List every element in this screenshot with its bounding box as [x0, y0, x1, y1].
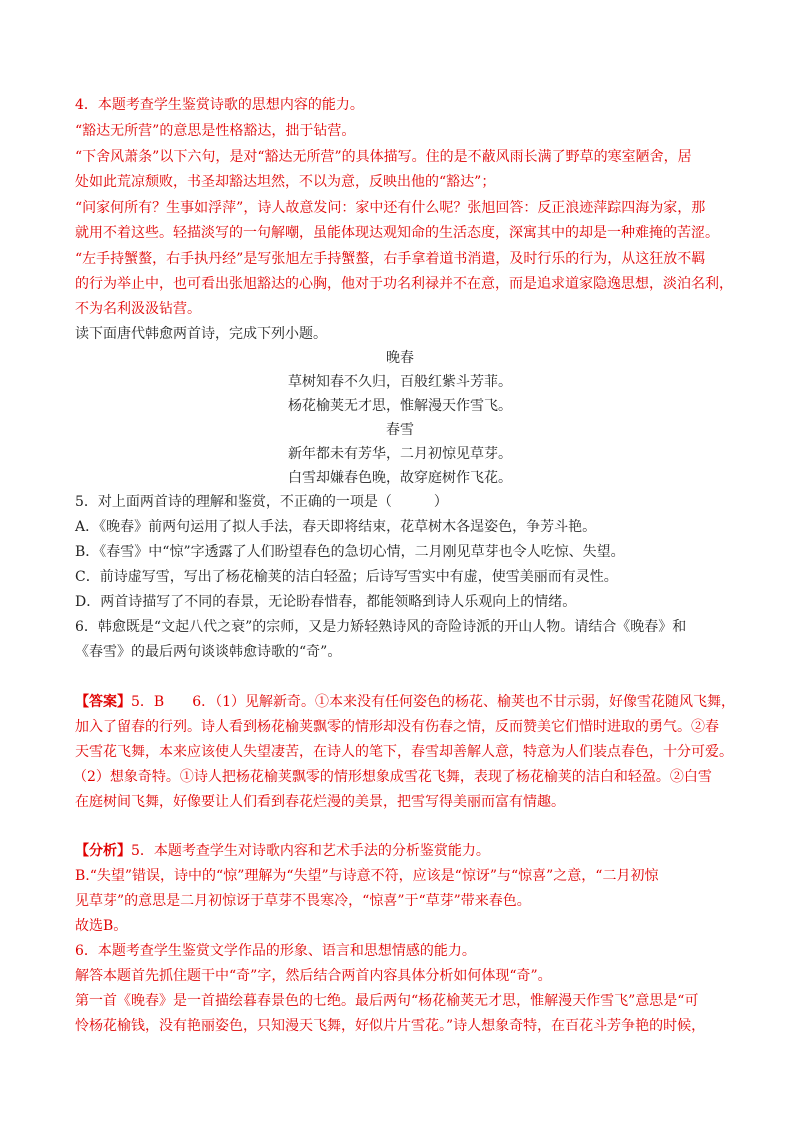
answer-line2: 加入了留春的行列。诗人看到杨花榆荚飘零的情形却没有伤春之情，反而赞美它们惜时进取的勇气。②春 — [75, 719, 719, 735]
reading-intro: 读下面唐代韩愈两首诗，完成下列小题。 — [75, 326, 327, 342]
poem2-title: 春雪 — [386, 422, 414, 438]
answer-tag: 【答案】 — [75, 694, 131, 710]
analysis-line8: 怜杨花榆钱，没有艳丽姿色，只知漫天飞舞，好似片片雪花。”诗人想象奇特，在百花斗芳争艳的时候， — [75, 1018, 706, 1034]
answer-line4: （2）想象奇特。①诗人把杨花榆荚飘零的情形想象成雪花飞舞，表现了杨花榆荚的洁白和轻盈。②白雪 — [73, 769, 712, 785]
analysis-line4: 故选B。 — [75, 918, 128, 934]
question5-stem: 5．对上面两首诗的理解和鉴赏，不正确的一项是（ ） — [75, 494, 448, 510]
poem1-line1: 草树知春不久归，百般红紫斗芳菲。 — [288, 374, 512, 390]
question5-option-a: A．《晚春》前两句运用了拟人手法，春天即将结束，花草树木各逞姿色，争芳斗艳。 — [75, 519, 597, 535]
poem2-line2: 白雪却嫌春色晚，故穿庭树作飞花。 — [288, 470, 512, 486]
question6-line1: 6．韩愈既是“文起八代之衰”的宗师，又是力矫轻熟诗风的奇险诗派的开山人物。请结合《晚春》和 — [75, 619, 687, 635]
analysis-tag: 【分析】 — [75, 843, 131, 859]
question6-line2: 《春雪》的最后两句谈谈韩愈诗歌的“奇”。 — [75, 644, 342, 660]
analysis-line7: 第一首《晚春》是一首描绘暮春景色的七绝。最后两句“杨花榆荚无才思，惟解漫天作雪飞”意思是“可 — [75, 993, 699, 1009]
answer-line1 — [75, 693, 735, 711]
section4-line2: “豁达无所营”的意思是性格豁达，拙于钻营。 — [75, 123, 356, 139]
section4-line8: 的行为举止中，也可看出张旭豁达的心胸，他对于功名利禄并不在意，而是追求道家隐逸思想，淡泊名利， — [75, 276, 733, 292]
analysis-line5: 6．本题考查学生鉴赏文学作品的形象、语言和思想情感的能力。 — [75, 943, 476, 959]
analysis-line1 — [75, 842, 490, 860]
section4-line6: 就用不着这些。轻描淡写的一句解嘲，虽能体现达观知命的生活态度，深寓其中的却是一种难掩的苦涩。 — [75, 225, 719, 241]
analysis-line3: 见草芽”的意思是二月初惊讶于草芽不畏寒冷，“惊喜”于“草芽”带来春色。 — [75, 893, 531, 909]
section4-line7: “左手持蟹螯，右手执丹经”是写张旭左手持蟹螯，右手拿着道书消遣，及时行乐的行为，从这狂放不羁 — [75, 251, 706, 267]
poem1-title: 晚春 — [386, 350, 414, 366]
section4-line9: 不为名利汲汲钻营。 — [75, 301, 201, 317]
analysis-line2: B.“失望”错误，诗中的“惊”理解为“失望”与诗意不符，应该是“惊讶”与“惊喜”之意，“二月初惊 — [75, 868, 659, 884]
answer-line3: 天雪花飞舞，本来应该使人失望凄苦，在诗人的笔下，春雪却善解人意，特意为人们装点春色，十分可爱。 — [75, 744, 733, 760]
question5-option-b: B．《春雪》中“惊”字透露了人们盼望春色的急切心情，二月刚见草芽也令人吃惊、失望。 — [75, 544, 625, 560]
question5-option-d: D．两首诗描写了不同的春景，无论盼春惜春，都能领略到诗人乐观向上的情绪。 — [75, 594, 577, 610]
section4-line4: 处如此荒凉颓败，书圣却豁达坦然，不以为意，反映出他的“豁达”； — [75, 174, 496, 190]
answer-line5: 在庭树间飞舞，好像要让人们看到春花烂漫的美景，把雪写得美丽而富有情趣。 — [75, 794, 565, 810]
analysis-text: 5．本题考查学生对诗歌内容和艺术手法的分析鉴赏能力。 — [131, 843, 490, 859]
poem1-line2: 杨花榆荚无才思，惟解漫天作雪飞。 — [288, 398, 512, 414]
section4-line1: 4．本题考查学生鉴赏诗歌的思想内容的能力。 — [75, 97, 364, 113]
question5-option-c: C．前诗虚写雪，写出了杨花榆荚的洁白轻盈；后诗写雪实中有虚，使雪美丽而有灵性。 — [75, 569, 618, 585]
answer-text: 5．B 6．（1）见解新奇。①本来没有任何姿色的杨花、榆荚也不甘示弱，好像雪花随风飞舞， — [131, 694, 736, 710]
section4-line3: “下舍风萧条”以下六句，是对“豁达无所营”的具体描写。住的是不蔽风雨长满了野草的寒室陋舍，居 — [75, 149, 692, 165]
section4-line5: “问家何所有？生事如浮萍”，诗人故意发问：家中还有什么呢？张旭回答：反正浪迹萍踪四海为家，那 — [75, 200, 706, 216]
analysis-line6: 解答本题首先抓住题干中“奇”字，然后结合两首内容具体分析如何体现“奇”。 — [75, 968, 552, 984]
poem2-line1: 新年都未有芳华，二月初惊见草芽。 — [288, 446, 512, 462]
